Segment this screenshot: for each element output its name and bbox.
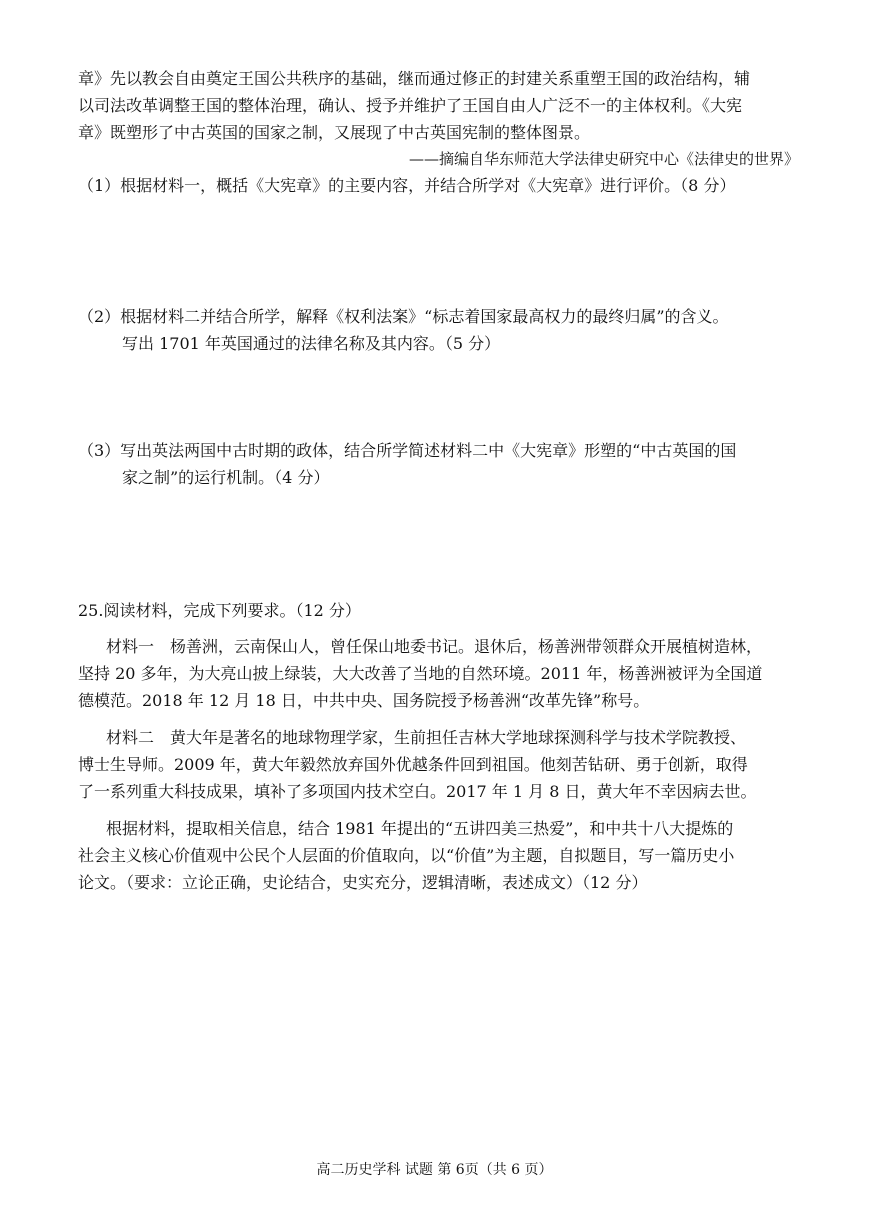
q24-part1: （1）根据材料一，概括《大宪章》的主要内容，并结合所学对《大宪章》进行评价。（8 分） [78,176,736,195]
q24-part2-line2: 写出 1701 年英国通过的法律名称及其内容。（5 分） [122,334,501,353]
q25-material2-line: 材料二 黄大年是著名的地球物理学家，生前担任吉林大学地球探测科学与技术学院教授、 [106,728,747,747]
passage-line: 章》既塑形了中古英国的国家之制，又展现了中古英国宪制的整体图景。 [78,123,591,142]
q25-material1-line: 材料一 杨善洲，云南保山人，曾任保山地委书记。退休后，杨善洲带领群众开展植树造林， [106,637,763,656]
page-footer: 高二历史学科 试题 第 6页（共 6 页） [316,1162,553,1178]
q25-material1-line: 坚持 20 多年，为大亮山披上绿装，大大改善了当地的自然环境。2011 年，杨善洲被评为全国道 [78,664,763,683]
q25-prompt-line: 根据材料，提取相关信息，结合 1981 年提出的“五讲四美三热爱”，和中共十八大提炼的 [106,819,734,838]
passage-source: ——摘编自华东师范大学法律史研究中心《法律史的世界》 [408,150,799,168]
q25-material2-line: 博士生导师。2009 年，黄大年毅然放弃国外优越条件回到祖国。他刻苦钻研、勇于创新，取得 [78,755,748,774]
q24-part2-line1: （2）根据材料二并结合所学，解释《权利法案》“标志着国家最高权力的最终归属”的含义。 [78,307,729,326]
passage-line: 以司法改革调整王国的整体治理，确认、授予并维护了王国自由人广泛不一的主体权利。《大宪 [78,96,743,115]
q24-part3-line1: （3）写出英法两国中古时期的政体，结合所学简述材料二中《大宪章》形塑的“中古英国的国 [78,441,737,460]
q25-prompt-line: 论文。（要求：立论正确，史论结合，史实充分，逻辑清晰，表述成文）（12 分） [78,873,648,892]
q25-prompt-line: 社会主义核心价值观中公民个人层面的价值取向，以“价值”为主题，自拟题目，写一篇历史小 [78,846,735,865]
q25-material1-line: 德模范。2018 年 12 月 18 日，中共中央、国务院授予杨善洲“改革先锋”称号。 [78,691,650,710]
q25-heading: 25.阅读材料，完成下列要求。（12 分） [78,601,361,620]
q24-part3-line2: 家之制”的运行机制。（4 分） [122,468,330,487]
passage-line: 章》先以教会自由奠定王国公共秩序的基础，继而通过修正的封建关系重塑王国的政治结构，辅 [78,69,751,88]
q25-material2-line: 了一系列重大科技成果，填补了多项国内技术空白。2017 年 1 月 8 日，黄大年不幸因病去世。 [78,782,757,801]
